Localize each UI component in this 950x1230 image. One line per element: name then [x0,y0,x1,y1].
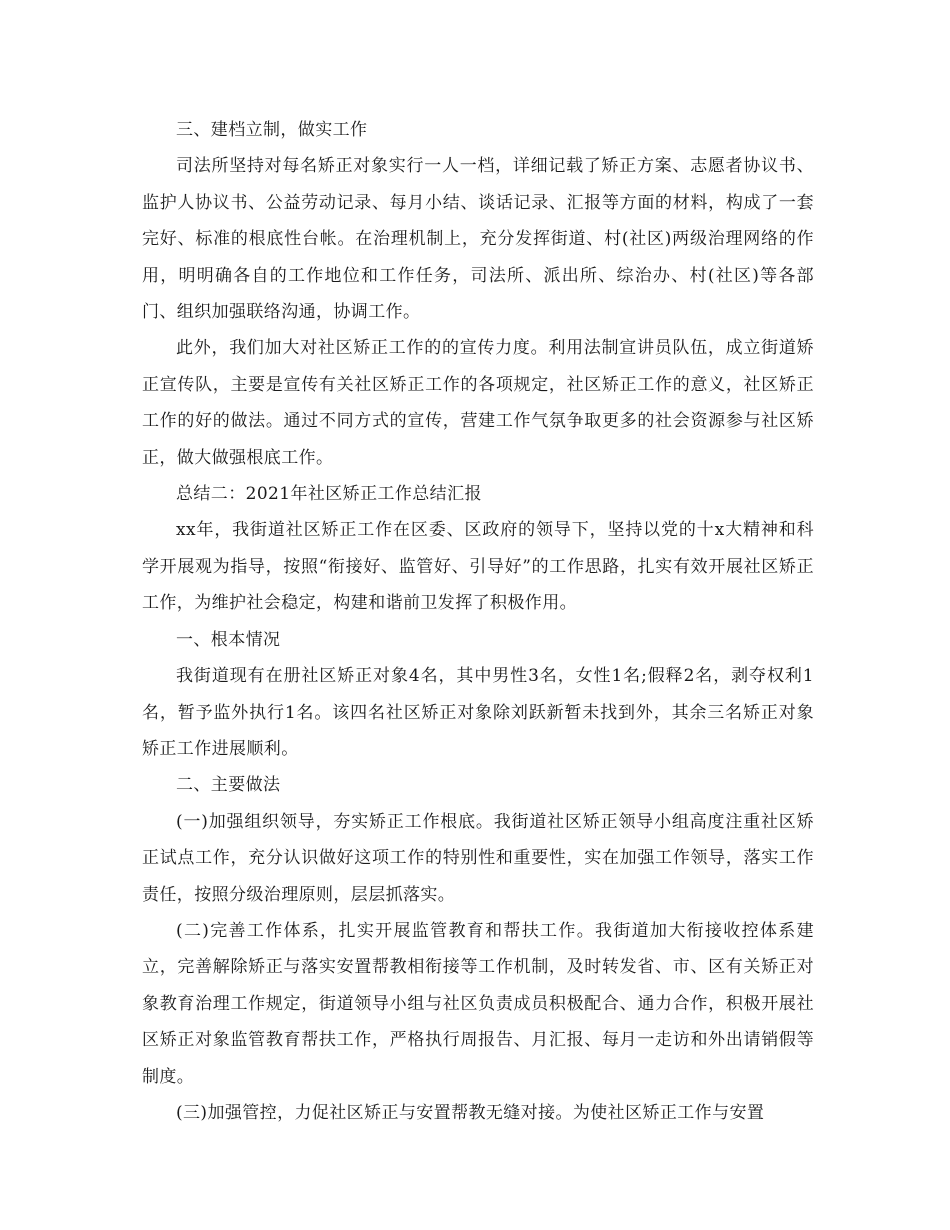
paragraph-method-1: (一)加强组织领导，夯实矫正工作根底。我街道社区矫正领导小组高度注重社区矫正试点工作，充分认识做好这项工作的特别性和重要性，实在加强工作领导，落实工作责任，按照分级治理原则，层层抓落实。 [142,811,814,905]
section-heading-methods: 二、主要做法 [176,775,281,796]
paragraph-basic-situation: 我街道现有在册社区矫正对象4名，其中男性3名，女性1名;假释2名，剥夺权利1名，暂予监外执行1名。该四名社区矫正对象除刘跃新暂未找到外，其余三名矫正对象矫正工作进展顺利。 [142,666,814,759]
document-page [142,112,814,1131]
paragraph-intro: xx年，我街道社区矫正工作在区委、区政府的领导下，坚持以党的十x大精神和科学开展观为指导，按照“衔接好、监管好、引导好”的工作思路，扎实有效开展社区矫正工作，为维护社会稳定，构建和谐前卫发挥了积极作用。 [142,520,814,614]
paragraph-method-2: (二)完善工作体系，扎实开展监管教育和帮扶工作。我街道加大衔接收控体系建立，完善解除矫正与落实安置帮教相衔接等工作机制，及时转发省、市、区有关矫正对象教育治理工作规定，街道领导小组与社区负责成员积极配合、通力合作，积极开展社区矫正对象监管教育帮扶工作，严格执行周报告、月汇报、每月一走访和外出请销假等制度。 [142,920,814,1087]
section-heading-basic: 一、根本情况 [176,629,281,650]
paragraph-archives: 司法所坚持对每名矫正对象实行一人一档，详细记载了矫正方案、志愿者协议书、监护人协议书、公益劳动记录、每月小结、谈话记录、汇报等方面的材料，构成了一套完好、标准的根底性台帐。在治理机制上，充分发挥街道、村(社区)两级治理网络的作用，明明确各自的工作地位和工作任务，司法所、派出所、综治办、村(社区)等各部门、组织加强联络沟通，协调工作。 [142,156,814,323]
paragraph-publicity: 此外，我们加大对社区矫正工作的的宣传力度。利用法制宣讲员队伍，成立街道矫正宣传队，主要是宣传有关社区矫正工作的各项规定，社区矫正工作的意义，社区矫正工作的好的做法。通过不同方式的宣传，营建工作气氛争取更多的社会资源参与社区矫正，做大做强根底工作。 [142,338,814,468]
paragraph-method-3: (三)加强管控，力促社区矫正与安置帮教无缝对接。为使社区矫正工作与安置 [176,1102,765,1123]
section-heading-3: 三、建档立制，做实工作 [176,120,368,140]
summary-two-title: 总结二：2021年社区矫正工作总结汇报 [176,484,482,505]
